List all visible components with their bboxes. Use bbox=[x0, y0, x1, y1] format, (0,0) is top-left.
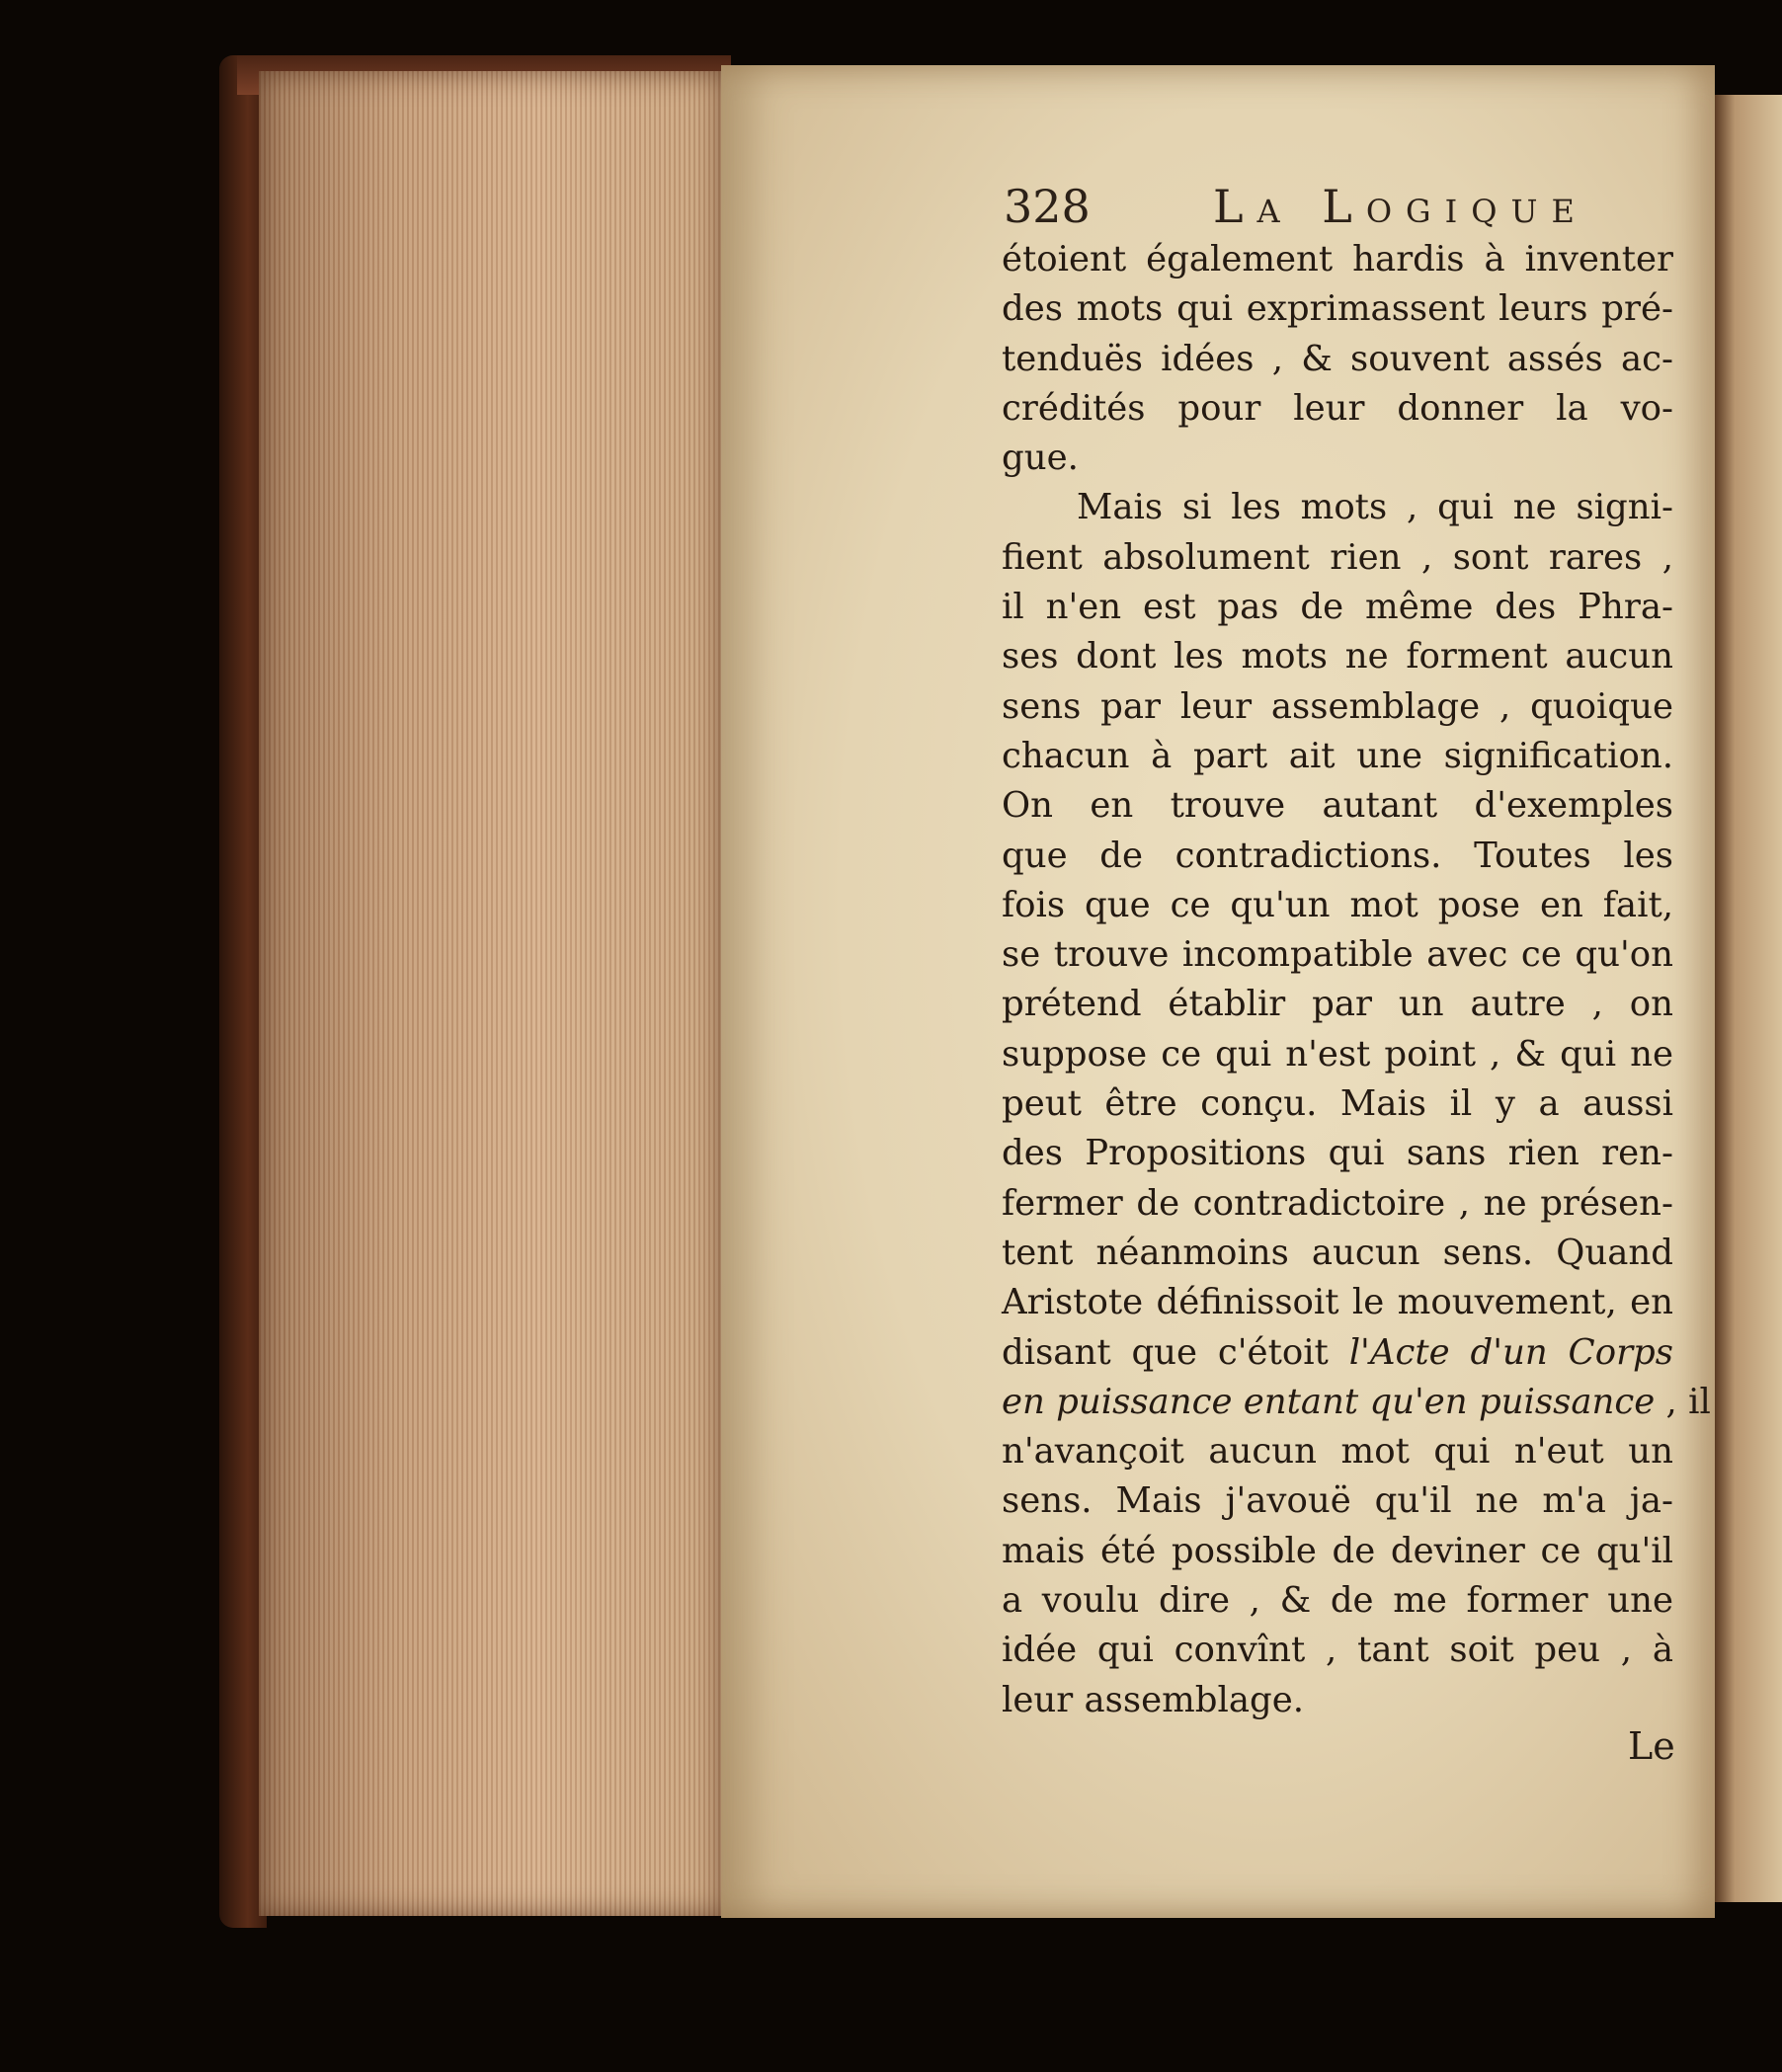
text-segment: crédités pour leur donner la vo- bbox=[1002, 387, 1673, 429]
text-line bbox=[1002, 1626, 1673, 1675]
text-line bbox=[1002, 483, 1673, 532]
text-segment: ses dont les mots ne forment aucun bbox=[1002, 636, 1673, 677]
text-segment: sens par leur assemblage , quoique bbox=[1002, 685, 1673, 727]
text-line bbox=[1002, 781, 1673, 831]
text-line bbox=[1002, 1576, 1673, 1626]
text-line bbox=[1002, 533, 1673, 583]
text-line bbox=[1002, 1527, 1673, 1576]
text-line bbox=[1002, 1229, 1673, 1278]
catchword: Le bbox=[1628, 1724, 1675, 1768]
text-line bbox=[1002, 1676, 1673, 1725]
italic-text: en puissance entant qu'en puissance bbox=[1002, 1381, 1656, 1422]
text-line bbox=[1002, 335, 1673, 384]
text-segment: des Propositions qui sans rien ren- bbox=[1002, 1133, 1673, 1174]
text-segment: se trouve incompatible avec ce qu'on bbox=[1002, 934, 1673, 976]
text-segment: On en trouve autant d'exemples bbox=[1002, 785, 1673, 827]
text-line bbox=[1002, 1476, 1673, 1526]
text-line bbox=[1002, 1079, 1673, 1129]
text-segment: fermer de contradictoire , ne présen- bbox=[1002, 1182, 1673, 1224]
text-segment: disant que c'étoit bbox=[1002, 1331, 1349, 1373]
text-line bbox=[1002, 1328, 1673, 1378]
text-segment: a voulu dire , & de me former une bbox=[1002, 1580, 1673, 1622]
text-segment: des mots qui exprimassent leurs pré- bbox=[1002, 288, 1673, 330]
text-segment: fois que ce qu'un mot pose en fait, bbox=[1002, 884, 1673, 925]
text-segment: chacun à part ait une signification. bbox=[1002, 735, 1673, 776]
text-segment: suppose ce qui n'est point , & qui ne bbox=[1002, 1033, 1673, 1075]
page-edges bbox=[259, 71, 723, 1916]
text-line bbox=[1002, 1129, 1673, 1178]
text-segment: , il bbox=[1655, 1381, 1711, 1422]
text-line bbox=[1002, 583, 1673, 632]
text-line bbox=[1002, 1278, 1673, 1327]
text-segment: Mais si les mots , qui ne signi- bbox=[1077, 487, 1673, 528]
text-line bbox=[1002, 682, 1673, 732]
text-segment: tenduës idées , & souvent assés ac- bbox=[1002, 338, 1673, 379]
text-segment: prétend établir par un autre , on bbox=[1002, 984, 1673, 1025]
text-line bbox=[1002, 980, 1673, 1029]
text-segment: n'avançoit aucun mot qui n'eut un bbox=[1002, 1431, 1673, 1473]
text-segment: que de contradictions. Toutes les bbox=[1002, 835, 1673, 876]
text-line bbox=[1002, 384, 1673, 434]
text-segment: gue. bbox=[1002, 438, 1079, 479]
text-line bbox=[1002, 732, 1673, 781]
text-segment: mais été possible de deviner ce qu'il bbox=[1002, 1530, 1673, 1571]
text-line bbox=[1002, 1427, 1673, 1476]
text-segment: peut être conçu. Mais il y a aussi bbox=[1002, 1083, 1673, 1125]
running-head: La Logique bbox=[1213, 180, 1588, 233]
text-segment: étoient également hardis à inventer bbox=[1002, 239, 1673, 279]
text-line bbox=[1002, 832, 1673, 881]
text-segment: il n'en est pas de même des Phra- bbox=[1002, 587, 1673, 628]
text-line bbox=[1002, 235, 1673, 284]
text-segment: fient absolument rien , sont rares , bbox=[1002, 536, 1673, 578]
text-segment: tent néanmoins aucun sens. Quand bbox=[1002, 1232, 1673, 1273]
text-segment: Aristote définissoit le mouvement, en bbox=[1002, 1282, 1673, 1323]
text-line bbox=[1002, 881, 1673, 930]
text-line bbox=[1002, 930, 1673, 980]
text-line bbox=[1002, 284, 1673, 334]
body-text bbox=[1002, 235, 1711, 1725]
text-segment: leur assemblage. bbox=[1002, 1679, 1305, 1720]
text-line bbox=[1002, 1179, 1673, 1229]
text-line bbox=[1002, 434, 1673, 483]
text-line bbox=[1002, 1378, 1711, 1427]
page-header bbox=[1004, 180, 1685, 239]
text-line bbox=[1002, 1030, 1673, 1079]
page-number: 328 bbox=[1004, 180, 1091, 233]
facing-page-edge bbox=[1715, 95, 1782, 1902]
text-line bbox=[1002, 632, 1673, 681]
text-segment: sens. Mais j'avouë qu'il ne m'a ja- bbox=[1002, 1480, 1673, 1522]
text-segment: idée qui convînt , tant soit peu , à bbox=[1002, 1630, 1673, 1671]
italic-text: l'Acte d'un Corps bbox=[1348, 1331, 1673, 1373]
